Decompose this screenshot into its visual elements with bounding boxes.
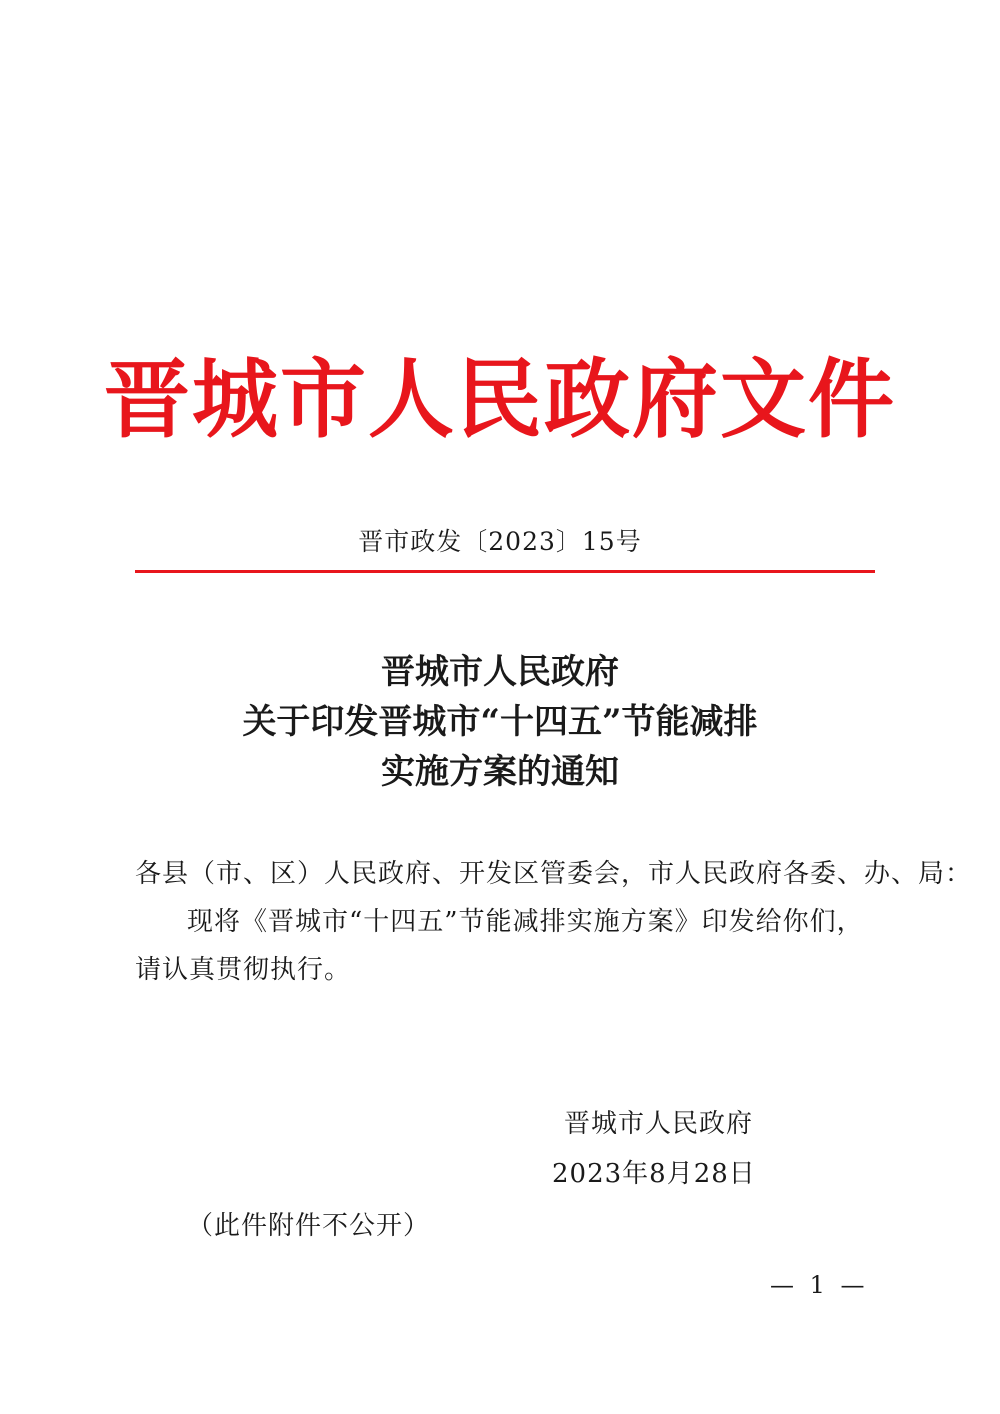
body-paragraph-line-1: 现将《晋城市“十四五”节能减排实施方案》印发给你们， [187,907,864,937]
document-title-line-2: 关于印发晋城市“十四五”节能减排 [242,702,758,742]
attachment-note: （此件附件不公开） [187,1211,431,1241]
red-divider-line [135,570,875,573]
page-number: — 1 — [770,1271,869,1299]
document-title-line-3: 实施方案的通知 [381,752,619,792]
document-issuer-header: 晋城市人民政府文件 [104,349,896,450]
document-number: 晋市政发〔2023〕15号 [358,527,642,556]
signature-issuer: 晋城市人民政府 [564,1109,754,1139]
addressee-line: 各县（市、区）人民政府、开发区管委会，市人民政府各委、办、局： [135,859,973,889]
document-title-line-1: 晋城市人民政府 [381,652,619,692]
signature-date: 2023年8月28日 [552,1159,756,1189]
body-paragraph-line-2: 请认真贯彻执行。 [135,955,352,985]
